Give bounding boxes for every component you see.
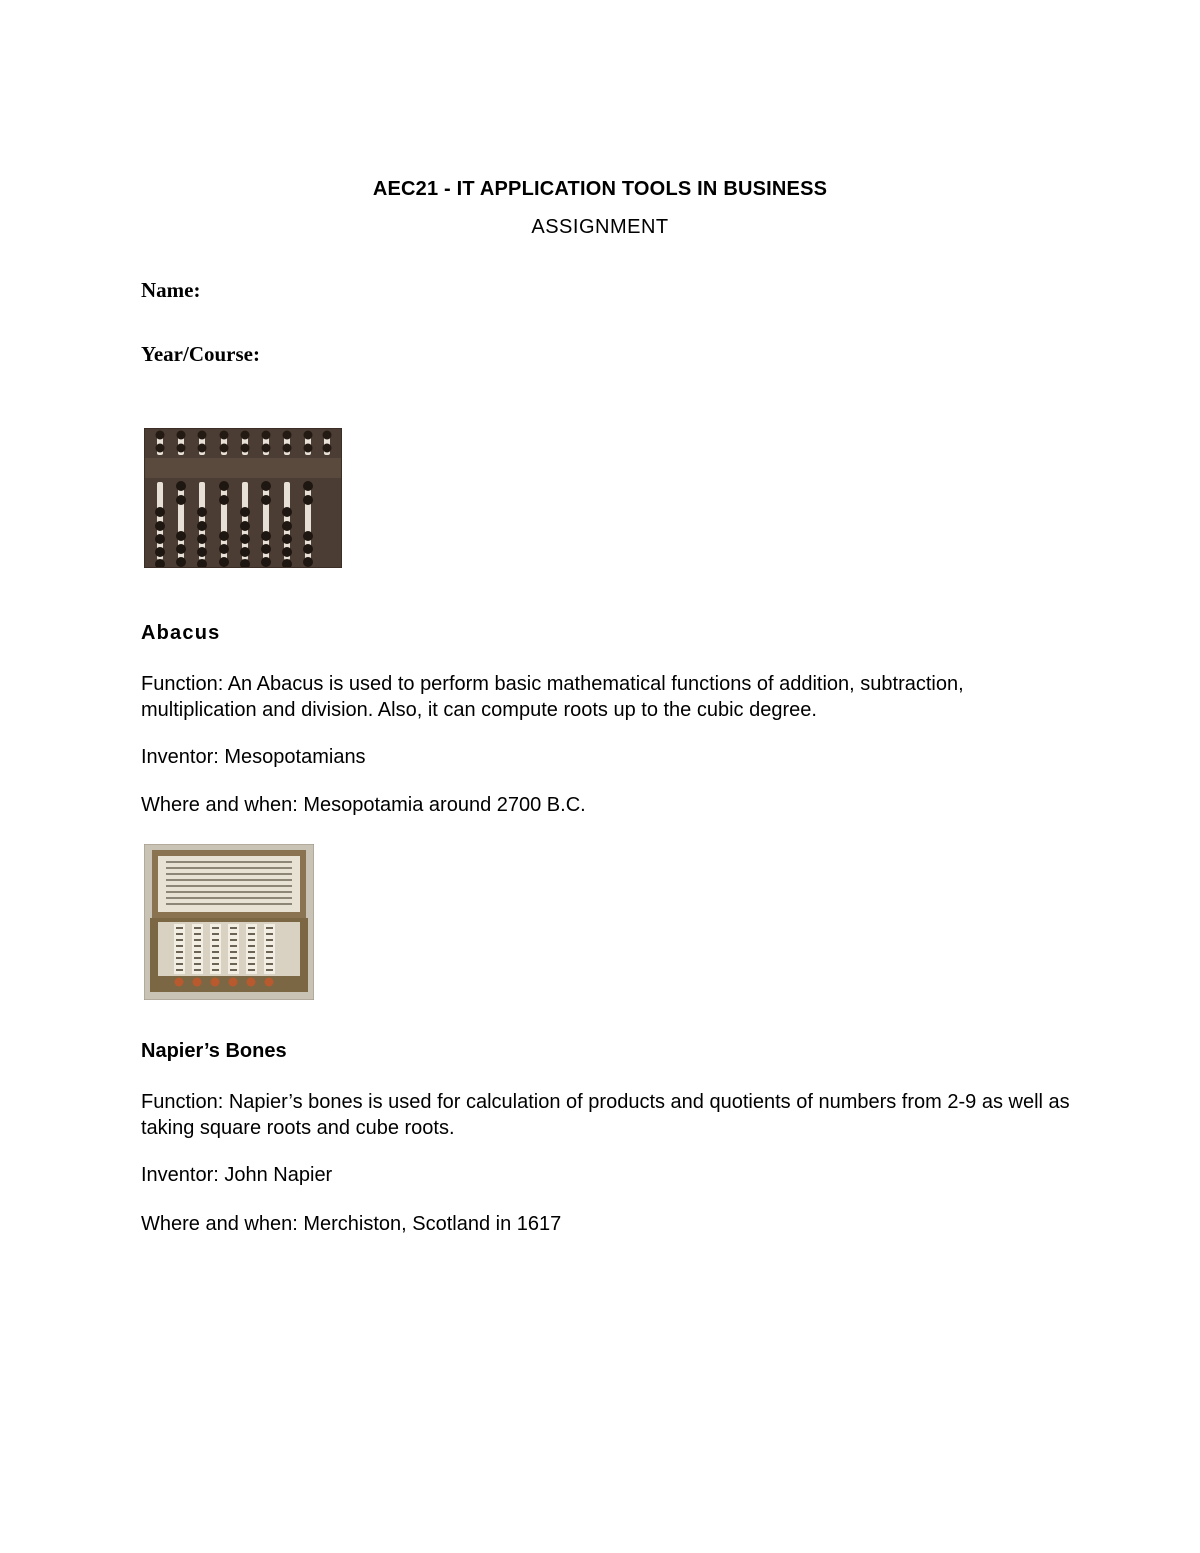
year-course-label: Year/Course: [141,342,260,366]
abacus-inventor: Inventor: Mesopotamians [141,746,366,768]
abacus-heading: Abacus [141,622,221,644]
napier-function: Function: Napier’s bones is used for calculation of products and quotients of numbers from 2-9 as well as taking square roots and cube roots. [141,1091,1070,1139]
name-label: Name: [141,278,201,302]
napier-inventor: Inventor: John Napier [141,1164,333,1186]
abacus-where-when: Where and when: Mesopotamia around 2700 B.C. [141,794,586,816]
abacus-function: Function: An Abacus is used to perform basic mathematical functions of addition, subtraction, multiplication and division. Also, it can compute roots up to the cubic degree. [141,673,964,721]
napier-bones-photo [144,844,314,1000]
napier-heading: Napier’s Bones [141,1040,287,1062]
assignment-label: ASSIGNMENT [531,216,669,238]
abacus-photo [144,428,342,568]
napier-where-when: Where and when: Merchiston, Scotland in 1617 [141,1213,562,1235]
course-title: AEC21 - IT APPLICATION TOOLS IN BUSINESS [372,178,828,200]
